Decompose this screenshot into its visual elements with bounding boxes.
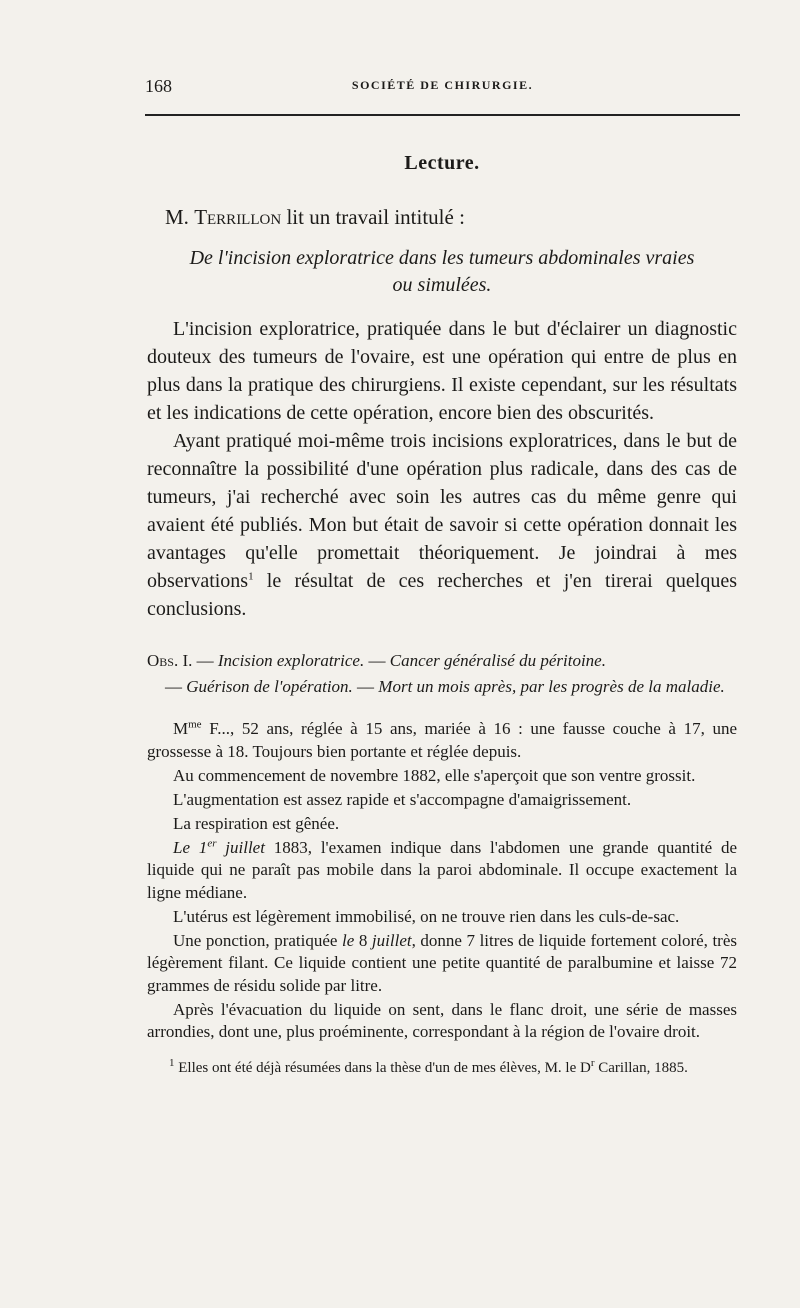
case-paragraph-6: L'utérus est légèrement immobilisé, on ne trouve rien dans les culs-de-sac.	[173, 906, 680, 926]
footnote-sup: r	[590, 1056, 595, 1069]
case-paragraph-8: Après l'évacuation du liquide on sent, dans le flanc droit, une série de masses arrondies, dont une, plus proéminente, correspondant à la région de l'ovaire droit.	[147, 999, 737, 1041]
body-paragraph-1: L'incision exploratrice, pratiquée dans le but d'éclairer un diagnostic douteux des tumeurs de l'ovaire, est une opération qui entre de plus en plus dans la pratique des chirurgiens. Il existe cependant, sur les résultats et les indications de cette opération, encore bien des obscurités.	[147, 318, 737, 424]
intro-line	[147, 201, 737, 233]
case-paragraph-1	[147, 718, 737, 763]
case-date-month: juillet	[216, 837, 265, 857]
case-date-sup: er	[207, 836, 217, 849]
footnote-text-before: Elles ont été déjà résumées dans la thèse d'un de mes élèves, M. le D	[174, 1059, 591, 1076]
case-paragraph-7-c: , donne 7 litres de liquide fortement coloré, très légèrement filant. Ce liquide contient une petite quantité de paralbumine et laisse 72 grammes de résidu solide par litre.	[147, 930, 738, 995]
page-number: 168	[145, 76, 172, 96]
case-abbrev: M	[173, 719, 189, 738]
observation-part-4: Mort un mois après, par les progrès de la maladie.	[378, 677, 725, 696]
case-paragraph-2: Au commencement de novembre 1882, elle s'aperçoit que son ventre grossit.	[173, 765, 696, 785]
case-paragraph-5	[147, 837, 737, 905]
case-report	[147, 718, 737, 1044]
work-title	[147, 245, 737, 299]
observation-dash-3: —	[165, 677, 187, 696]
case-paragraph-7-it-month: juillet	[371, 930, 412, 950]
observation-part-2: Cancer généralisé du péritoine.	[389, 651, 606, 670]
case-abbrev-sup: me	[188, 718, 202, 731]
observation-heading	[147, 648, 737, 700]
case-paragraph-3: L'augmentation est assez rapide et s'accompagne d'amaigrissement.	[173, 789, 632, 809]
paragraph-2-text-before: Ayant pratiqué moi-même trois incisions exploratrices, dans le but de reconnaître la possibilité d'une opération plus radicale, dans des cas de tumeurs, j'ai recherché avec soin les autres cas du même genre qui avaient été publiés. Mon but était de savoir si cette opération donnait les avantages qu'elle promettait théoriquement. Je joindrai à mes observations	[147, 430, 737, 592]
footnote-mark: 1	[169, 1056, 175, 1069]
case-paragraph-7	[147, 930, 737, 998]
footnote-text-after: Carillan, 1885.	[594, 1059, 688, 1076]
intro-prefix: M.	[165, 205, 195, 229]
observation-dash-1: —	[192, 651, 218, 670]
body-paragraph-2	[147, 427, 737, 623]
case-paragraph-4: La respiration est gênée.	[173, 813, 340, 833]
footnote-reference: 1	[248, 570, 254, 583]
work-title-line-2: ou simulées.	[392, 274, 492, 296]
author-name: Terrillon	[194, 205, 282, 229]
intro-suffix: lit un travail intitulé :	[281, 205, 465, 229]
footnote	[147, 1057, 737, 1079]
observation-dash-4: —	[352, 677, 379, 696]
case-paragraph-1-text: F..., 52 ans, réglée à 15 ans, mariée à 16 : une fausse couche à 17, une grossesse à 18. Toujours bien portante et réglée depuis.	[147, 719, 737, 761]
work-title-line-1: De l'incision exploratrice dans les tumeurs abdominales vraies	[189, 247, 695, 269]
paragraph-2-text-after: le résultat de ces recherches et j'en tirerai quelques conclusions.	[147, 570, 737, 620]
running-title: SOCIÉTÉ DE CHIRURGIE.	[351, 78, 534, 92]
observation-label: Obs. I.	[147, 651, 193, 670]
observation-dash-2: —	[364, 651, 390, 670]
case-paragraph-7-a: Une ponction, pratiquée	[173, 930, 342, 950]
observation-part-1: Incision exploratrice.	[217, 651, 365, 670]
case-date-le: Le 1	[173, 837, 208, 857]
page-header	[145, 76, 740, 100]
section-heading: Lecture.	[404, 152, 480, 174]
case-paragraph-7-b: 8	[354, 930, 372, 950]
case-paragraph-7-it-le: le	[342, 930, 355, 950]
observation-part-3: Guérison de l'opération.	[186, 677, 353, 696]
header-rule	[145, 114, 740, 116]
page-body	[147, 152, 737, 1079]
case-paragraph-5-text: 1883, l'examen indique dans l'abdomen une grande quantité de liquide qui ne paraît pas mobile dans la paroi abdominale. Il occupe exactement la ligne médiane.	[147, 837, 737, 902]
